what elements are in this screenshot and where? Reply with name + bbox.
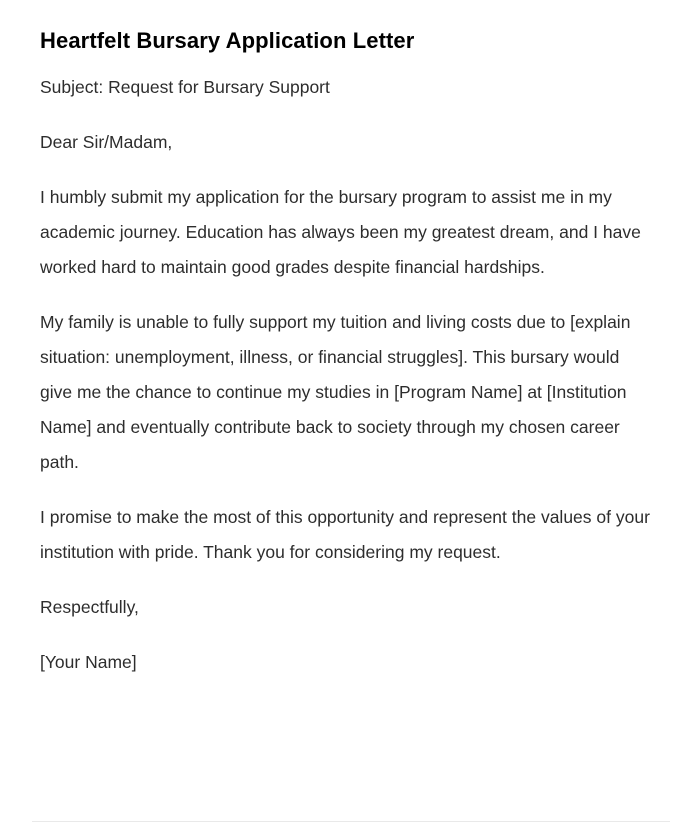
letter-paragraph-situation: My family is unable to fully support my tuition and living costs due to [explain situation: unemployment, illness, or financial struggles]. This bursary would give me the chance to continue my studies in [Program Name] at [Institution Name] and eventually contribute back to society through my chosen career path. [40, 312, 631, 472]
letter-paragraph-promise: I promise to make the most of this opportunity and represent the values of your institution with pride. Thank you for considering my request. [40, 507, 650, 562]
letter-paragraph-intro: I humbly submit my application for the bursary program to assist me in my academic journey. Education has always been my greatest dream, and I have worked hard to maintain good grades despite financial hardships. [40, 187, 641, 277]
subject-line: Subject: Request for Bursary Support [40, 77, 330, 97]
bottom-divider [32, 821, 670, 822]
signature-placeholder: [Your Name] [40, 652, 137, 672]
salutation: Dear Sir/Madam, [40, 132, 173, 152]
page-title: Heartfelt Bursary Application Letter [40, 28, 415, 53]
closing: Respectfully, [40, 597, 139, 617]
